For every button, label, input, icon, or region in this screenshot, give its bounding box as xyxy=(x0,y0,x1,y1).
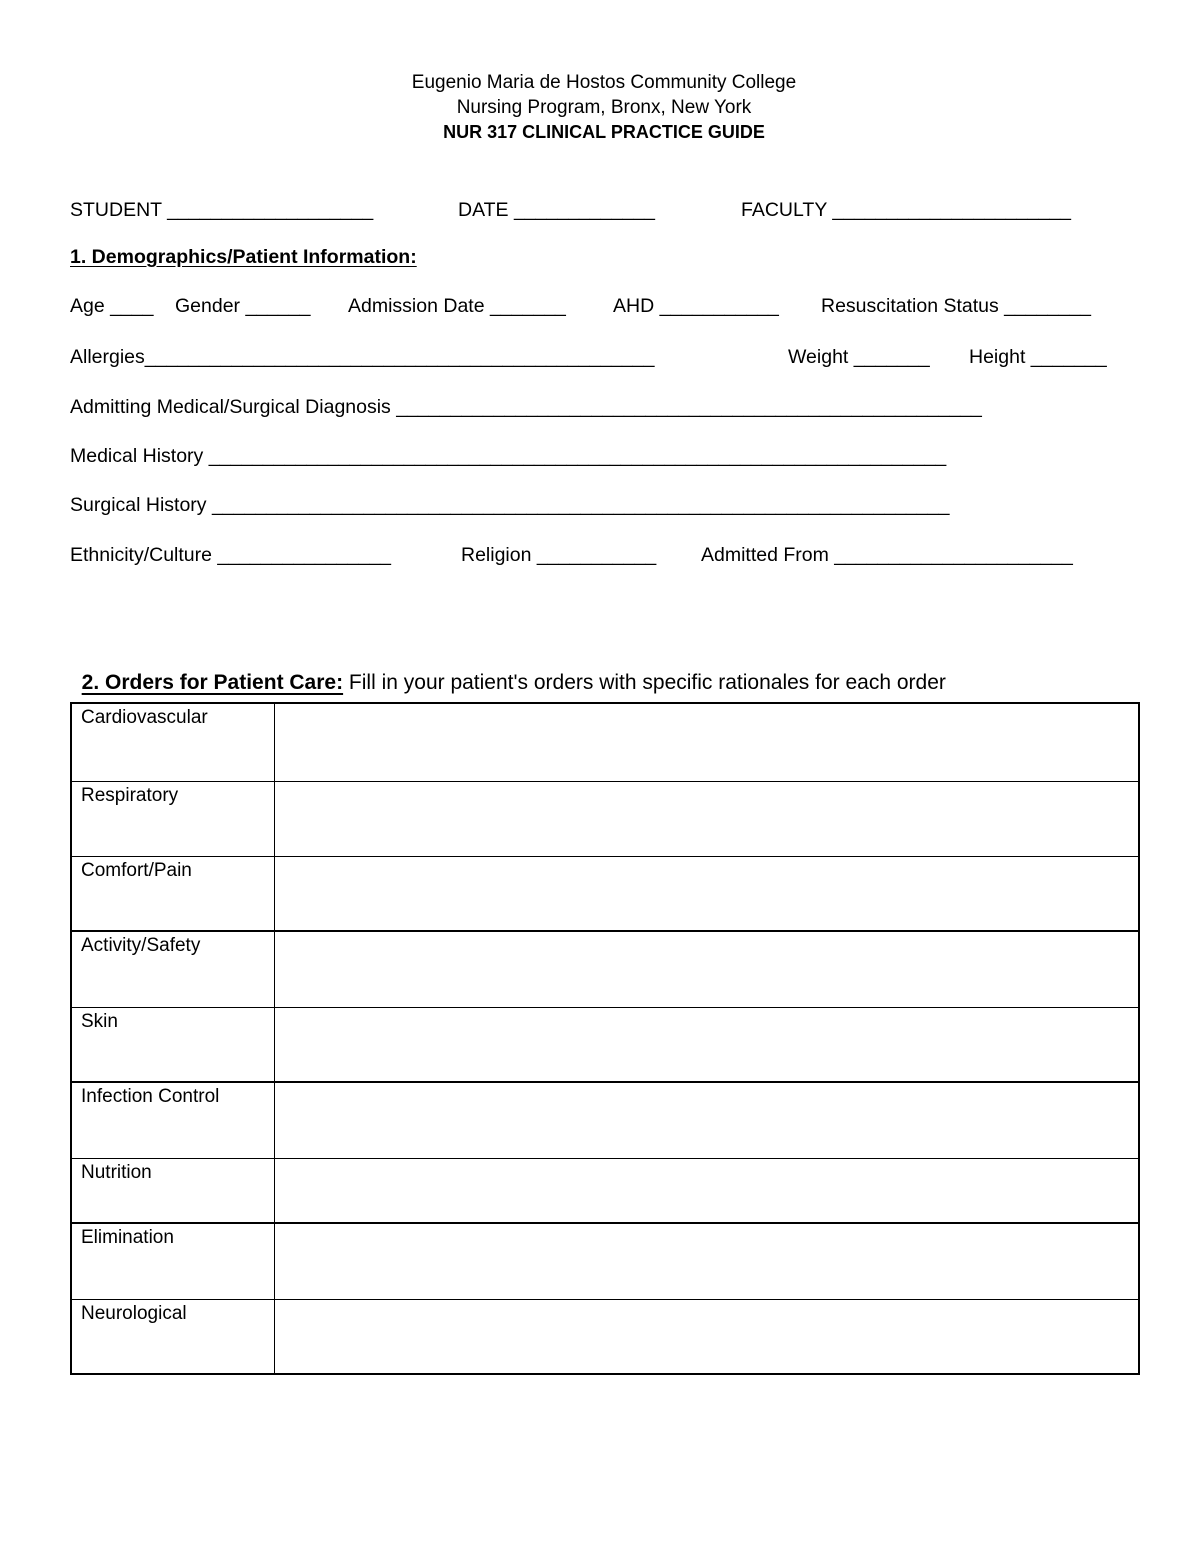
order-entry-cell[interactable] xyxy=(274,1299,1139,1374)
section2-heading-row xyxy=(70,647,1140,695)
gender-field[interactable]: Gender ______ xyxy=(175,295,311,317)
college-name: Eugenio Maria de Hostos Community College xyxy=(411,72,797,93)
height-field[interactable]: Height _______ xyxy=(969,346,1107,368)
order-category-label: Respiratory xyxy=(71,781,274,856)
table-row xyxy=(71,1223,1139,1299)
allergies-field[interactable]: Allergies_______________________________________________ xyxy=(70,346,655,368)
order-category-label: Skin xyxy=(71,1007,274,1082)
order-category-label: Nutrition xyxy=(71,1158,274,1223)
table-row xyxy=(71,1158,1139,1223)
surgical-history-field[interactable]: Surgical History ____________________________________________________________________ xyxy=(70,494,950,516)
ethnicity-culture-field[interactable]: Ethnicity/Culture ________________ xyxy=(70,544,391,566)
admitted-from-field[interactable]: Admitted From ______________________ xyxy=(701,544,1073,566)
demographics-row-3 xyxy=(70,395,1140,443)
order-category-label: Comfort/Pain xyxy=(71,856,274,931)
order-category-label: Neurological xyxy=(71,1299,274,1374)
table-row xyxy=(71,856,1139,931)
demographics-row-4 xyxy=(70,444,1140,492)
ahd-field[interactable]: AHD ___________ xyxy=(613,295,779,317)
table-row xyxy=(71,1007,1139,1082)
order-category-label: Cardiovascular xyxy=(71,703,274,781)
order-entry-cell[interactable] xyxy=(274,1158,1139,1223)
table-row xyxy=(71,1299,1139,1374)
section1-heading: 1. Demographics/Patient Information: xyxy=(70,246,417,268)
faculty-field[interactable]: FACULTY ______________________ xyxy=(741,199,1071,221)
order-entry-cell[interactable] xyxy=(274,856,1139,931)
orders-table xyxy=(70,702,1140,1375)
order-entry-cell[interactable] xyxy=(274,781,1139,856)
age-field[interactable]: Age ____ xyxy=(70,295,154,317)
section2-heading: 2. Orders for Patient Care: xyxy=(81,671,344,694)
demographics-row-5 xyxy=(70,493,1140,541)
religion-field[interactable]: Religion ___________ xyxy=(461,544,657,566)
order-entry-cell[interactable] xyxy=(274,1082,1139,1158)
document-header xyxy=(0,71,1200,145)
table-row xyxy=(71,781,1139,856)
date-field[interactable]: DATE _____________ xyxy=(458,199,655,221)
table-row xyxy=(71,1082,1139,1158)
order-category-label: Elimination xyxy=(71,1223,274,1299)
order-entry-cell[interactable] xyxy=(274,1223,1139,1299)
order-entry-cell[interactable] xyxy=(274,703,1139,781)
student-field[interactable]: STUDENT ___________________ xyxy=(70,199,374,221)
order-category-label: Activity/Safety xyxy=(71,931,274,1007)
order-category-label: Infection Control xyxy=(71,1082,274,1158)
document-title: NUR 317 CLINICAL PRACTICE GUIDE xyxy=(443,122,765,142)
admitting-diagnosis-field[interactable]: Admitting Medical/Surgical Diagnosis ______________________________________________________ xyxy=(70,396,982,418)
table-row xyxy=(71,703,1139,781)
section1-heading-row xyxy=(70,245,1140,293)
program-location: Nursing Program, Bronx, New York xyxy=(456,96,752,118)
weight-field[interactable]: Weight _______ xyxy=(788,346,930,368)
medical-history-field[interactable]: Medical History ____________________________________________________________________ xyxy=(70,445,947,467)
order-entry-cell[interactable] xyxy=(274,1007,1139,1082)
section2-instruction: Fill in your patient's orders with specific rationales for each order xyxy=(343,671,946,694)
admission-date-field[interactable]: Admission Date _______ xyxy=(348,295,566,317)
order-entry-cell[interactable] xyxy=(274,931,1139,1007)
demographics-row-6 xyxy=(70,543,1140,639)
table-row xyxy=(71,931,1139,1007)
resuscitation-status-field[interactable]: Resuscitation Status ________ xyxy=(821,295,1091,317)
